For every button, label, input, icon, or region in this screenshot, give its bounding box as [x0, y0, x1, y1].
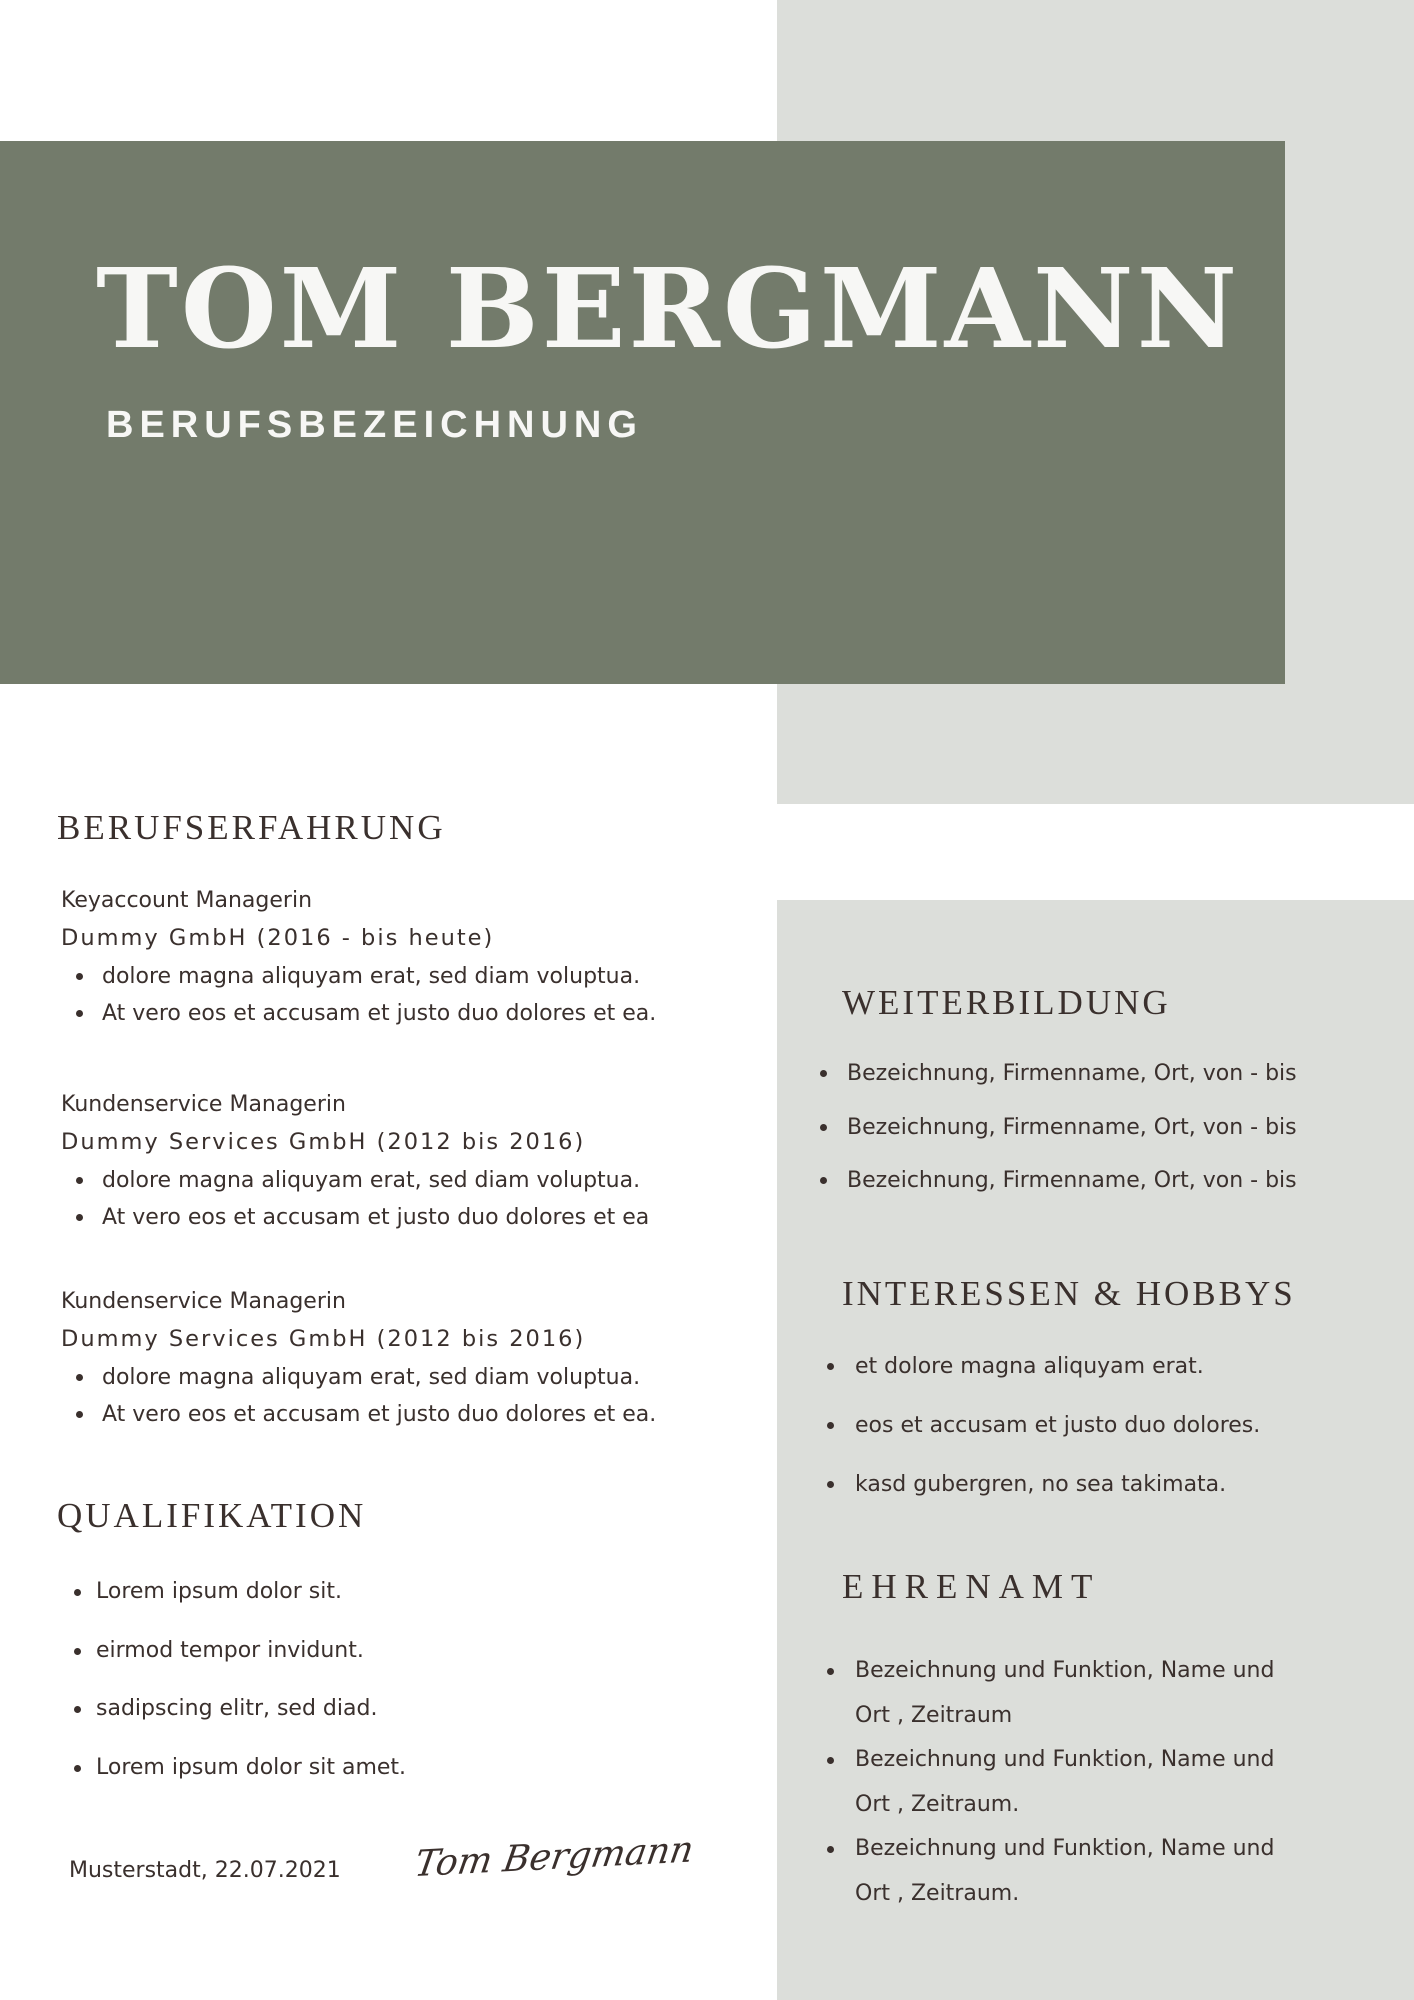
qualification-list: [64, 1563, 724, 1797]
volunteer-list: [825, 1649, 1295, 1916]
list-item: dolore magna aliquyam erat, sed diam voluptua.: [61, 958, 761, 995]
list-item: At vero eos et accusam et justo duo dolores et ea: [61, 1199, 761, 1236]
list-item: At vero eos et accusam et justo duo dolores et ea.: [61, 1396, 761, 1433]
place-date: Musterstadt, 22.07.2021: [69, 1858, 341, 1883]
training-list: [816, 1047, 1406, 1208]
list-item: Bezeichnung und Funktion, Name und Ort , Zeitraum.: [825, 1827, 1295, 1916]
list-item: eos et accusam et justo duo dolores.: [825, 1396, 1395, 1455]
list-item: Bezeichnung, Firmenname, Ort, von - bis: [816, 1047, 1406, 1101]
experience-job-title: Keyaccount Managerin: [61, 888, 313, 913]
list-item: kasd gubergren, no sea takimata.: [825, 1455, 1395, 1514]
person-name: TOM BERGMANN: [96, 244, 1241, 373]
job-title-heading: BERUFSBEZEICHNUNG: [106, 404, 643, 446]
experience-company: Dummy GmbH (2016 - bis heute): [61, 925, 495, 951]
list-item: Lorem ipsum dolor sit.: [64, 1563, 724, 1622]
section-title-experience: BERUFSERFAHRUNG: [57, 808, 446, 847]
section-title-qualification: QUALIFIKATION: [57, 1496, 367, 1535]
experience-company: Dummy Services GmbH (2012 bis 2016): [61, 1326, 586, 1352]
list-item: Bezeichnung, Firmenname, Ort, von - bis: [816, 1154, 1406, 1208]
signature: Tom Bergmann: [411, 1829, 697, 1886]
hobbies-list: [825, 1337, 1395, 1514]
experience-bullets: [61, 1359, 761, 1433]
list-item: dolore magna aliquyam erat, sed diam voluptua.: [61, 1162, 761, 1199]
experience-job-title: Kundenservice Managerin: [61, 1289, 346, 1314]
list-item: Bezeichnung, Firmenname, Ort, von - bis: [816, 1101, 1406, 1155]
list-item: At vero eos et accusam et justo duo dolores et ea.: [61, 995, 761, 1032]
list-item: eirmod tempor invidunt.: [64, 1622, 724, 1681]
list-item: Lorem ipsum dolor sit amet.: [64, 1739, 724, 1798]
list-item: dolore magna aliquyam erat, sed diam voluptua.: [61, 1359, 761, 1396]
list-item: et dolore magna aliquyam erat.: [825, 1337, 1395, 1396]
experience-entry: [61, 884, 761, 1032]
experience-company: Dummy Services GmbH (2012 bis 2016): [61, 1129, 586, 1155]
experience-bullets: [61, 958, 761, 1032]
section-title-training: WEITERBILDUNG: [842, 983, 1171, 1022]
list-item: sadipscing elitr, sed diad.: [64, 1680, 724, 1739]
experience-entry: [61, 1088, 761, 1236]
experience-entry: [61, 1285, 761, 1433]
experience-job-title: Kundenservice Managerin: [61, 1092, 346, 1117]
experience-bullets: [61, 1162, 761, 1236]
list-item: Bezeichnung und Funktion, Name und Ort , Zeitraum.: [825, 1738, 1295, 1827]
section-title-hobbies: INTERESSEN & HOBBYS: [842, 1274, 1296, 1313]
section-title-volunteer: EHRENAMT: [842, 1567, 1101, 1606]
list-item: Bezeichnung und Funktion, Name und Ort , Zeitraum: [825, 1649, 1295, 1738]
